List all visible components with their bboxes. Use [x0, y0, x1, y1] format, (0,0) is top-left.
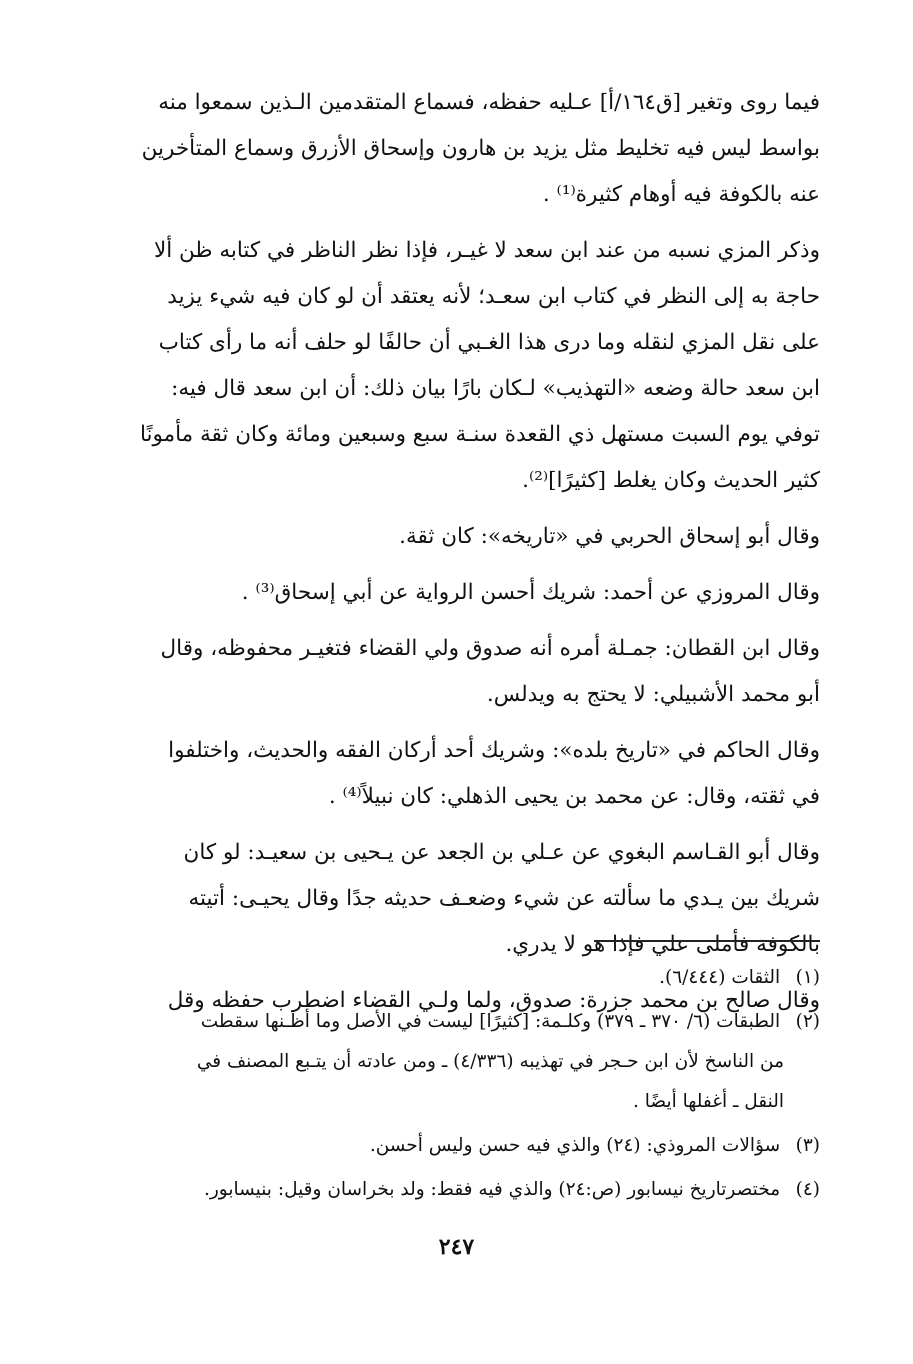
paragraph — [100, 514, 820, 560]
footnote-text: سؤالات المروذي: (٢٤) والذي فيه حسن وليس أحسن. — [369, 1135, 781, 1156]
main-text — [100, 80, 820, 1034]
text-line: وذكر المزي نسبه من عند ابن سعد لا غيـر، فإذا نظر الناظر في كتابه ظن ألا — [153, 238, 820, 263]
footnote-text-continued: النقل ـ أغفلها أيضًا . — [633, 1091, 784, 1112]
footnote-text-continued: من الناسخ لأن ابن حـجر في تهذيبه (٤/٣٣٦) ـ ومن عادته أن يتـبع المصنف في — [196, 1051, 784, 1072]
footnote-text: الثقات (٦/٤٤٤). — [659, 967, 781, 988]
paragraph — [100, 570, 820, 616]
text-line: وقال الحاكم في «تاريخ بلده»: وشريك أحد أركان الفقه والحديث، واختلفوا — [168, 738, 820, 763]
text-line: وقال صالح بن محمد جزرة: صدوق، ولما ولـي القضاء اضطرب حفظه وقل — [167, 988, 820, 1013]
footnote-text: مختصرتاريخ نيسابور (ص:٢٤) والذي فيه فقط: ولد بخراسان وقيل: بنيسابور. — [203, 1179, 781, 1200]
text-line: ابن سعد حالة وضعه «التهذيب» لـكان بارًا بيان ذلك: أن ابن سعد قال فيه: — [171, 376, 820, 401]
text-line: وقال أبو إسحاق الحربي في «تاريخه»: كان ثقة. — [399, 524, 820, 549]
text-line: فيما روى وتغير [ق١٦٤/أ] عـليه حفظه، فسماع المتقدمين الـذين سمعوا منه — [158, 90, 820, 115]
footnote — [100, 1126, 820, 1166]
text-line: بواسط ليس فيه تخليط مثل يزيد بن هارون وإسحاق الأزرق وسماع المتأخرين — [141, 136, 820, 161]
text-line: حاجة به إلى النظر في كتاب ابن سعـد؛ لأنه يعتقد أن لو كان فيه شيء يزيد — [167, 284, 820, 309]
paragraph — [100, 728, 820, 820]
paragraph — [100, 228, 820, 504]
page-number: ٢٤٧ — [438, 1234, 475, 1260]
text-line: شريك بين يـدي ما سألته عن شيء وضعـف حديثه جدًا وقال يحيـى: أتيته — [188, 886, 820, 911]
footnote — [100, 958, 820, 998]
paragraph — [100, 830, 820, 968]
footnotes — [100, 958, 820, 1214]
text-line: في ثقته، وقال: عن محمد بن يحيى الذهلي: كان نبيلاً⁽⁴⁾ . — [328, 784, 820, 809]
text-line: على نقل المزي لنقله وما درى هذا الغـبي أن حالفًا لو حلف أنه ما رأى كتاب — [158, 330, 820, 355]
text-line: توفي يوم السبت مستهل ذي القعدة سنـة سبع وسبعين ومائة وكان ثقة مأمونًا — [139, 422, 820, 447]
footnote-divider — [594, 940, 820, 942]
text-line: وقال ابن القطان: جمـلة أمره أنه صدوق ولي القضاء فتغيـر محفوظه، وقال — [160, 636, 820, 661]
footnote — [100, 1002, 820, 1122]
text-line: وقال المروزي عن أحمد: شريك أحسن الرواية عن أبي إسحاق⁽³⁾ . — [241, 580, 820, 605]
paragraph — [100, 626, 820, 718]
footnote-number: (٤) — [795, 1179, 820, 1200]
text-line: أبو محمد الأشبيلي: لا يحتج به ويدلس. — [486, 682, 820, 707]
footnote-number: (١) — [795, 967, 820, 988]
footnote — [100, 1170, 820, 1210]
text-line: عنه بالكوفة فيه أوهام كثيرة⁽¹⁾ . — [542, 182, 820, 207]
text-line: كثير الحديث وكان يغلط [كثيرًا]⁽²⁾. — [522, 468, 820, 493]
footnote-number: (٣) — [795, 1135, 820, 1156]
footnote-text: الطبقات (٦/ ٣٧٠ ـ ٣٧٩) وكلـمة: [كثيرًا] ليست في الأصل وما أظـنها سقطت — [200, 1011, 781, 1032]
paragraph — [100, 80, 820, 218]
text-line: وقال أبو القـاسم البغوي عن عـلي بن الجعد عن يـحيى بن سعيـد: لو كان — [183, 840, 820, 865]
footnote-number: (٢) — [795, 1011, 820, 1032]
text-line: بالكوفة فأملى علي فإذا هو لا يدري. — [505, 932, 820, 957]
